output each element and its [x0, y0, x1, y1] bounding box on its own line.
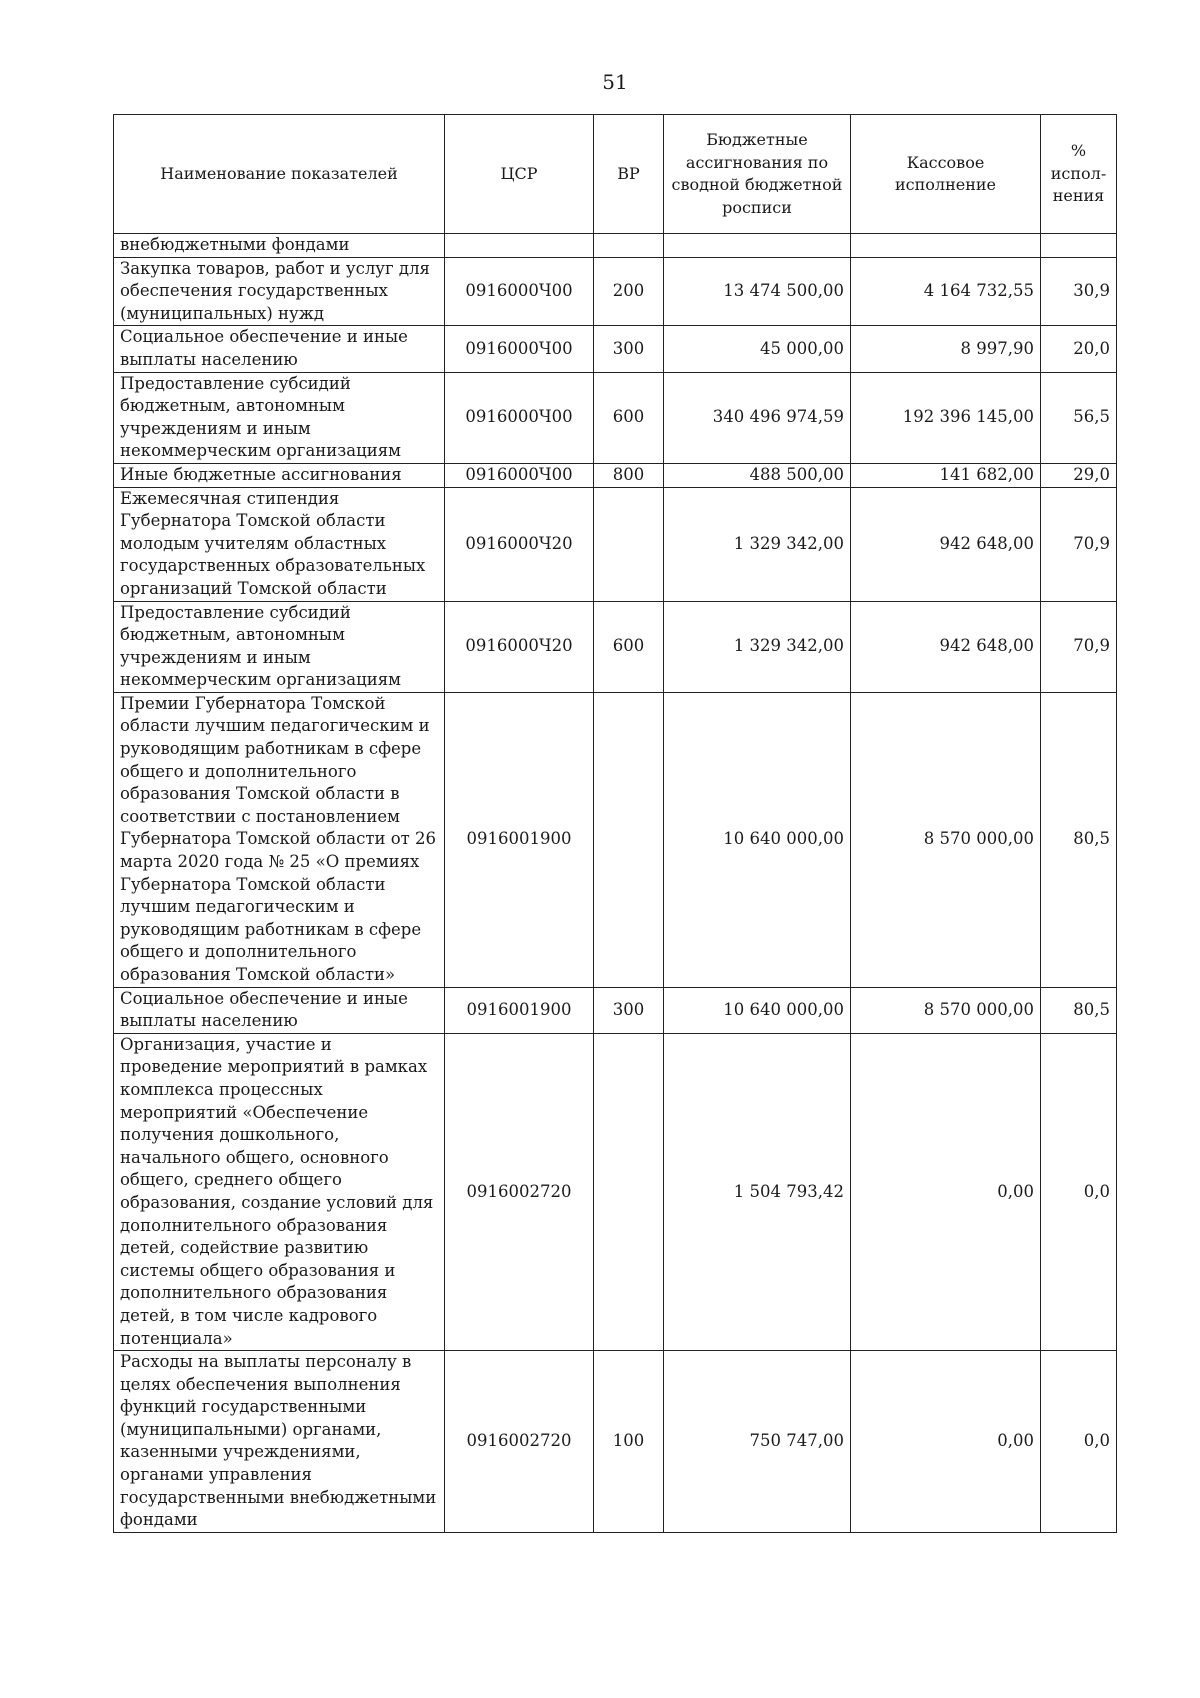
row-exec: 0,00 — [851, 1351, 1041, 1533]
row-name: Организация, участие и проведение мероприятий в рамках комплекса процессных мероприятий «Обеспечение получения дошкольного, начального общего, основного общего, среднего общего образования, создание условий для дополнительного образования детей, содействие развитию системы общего образования и дополнительного образования детей, в том числе кадрового потенциала» — [114, 1033, 445, 1350]
row-vr: 600 — [594, 601, 664, 692]
header-exec: Кассовое исполнение — [851, 115, 1041, 234]
row-pct: 80,5 — [1041, 987, 1117, 1033]
table-row — [114, 257, 1117, 326]
page-number: 51 — [602, 70, 628, 94]
row-vr: 200 — [594, 257, 664, 326]
row-csr: 0916001900 — [445, 987, 594, 1033]
table-row — [114, 1351, 1117, 1533]
row-plan: 10 640 000,00 — [664, 987, 851, 1033]
row-plan: 1 329 342,00 — [664, 487, 851, 601]
row-csr: 0916000Ч00 — [445, 257, 594, 326]
row-csr: 0916000Ч20 — [445, 487, 594, 601]
row-pct: 0,0 — [1041, 1351, 1117, 1533]
row-vr — [594, 692, 664, 987]
row-csr: 0916001900 — [445, 692, 594, 987]
header-vr: ВР — [594, 115, 664, 234]
row-exec: 8 997,90 — [851, 326, 1041, 372]
table-header-row — [114, 115, 1117, 234]
budget-execution-table — [113, 114, 1117, 1533]
header-plan: Бюджетные ассигнования по сводной бюджетной росписи — [664, 115, 851, 234]
row-plan: 10 640 000,00 — [664, 692, 851, 987]
row-name: Социальное обеспечение и иные выплаты населению — [114, 987, 445, 1033]
row-name: Предоставление субсидий бюджетным, автономным учреждениям и иным некоммерческим организациям — [114, 372, 445, 463]
row-csr — [445, 234, 594, 258]
row-name: Предоставление субсидий бюджетным, автономным учреждениям и иным некоммерческим организациям — [114, 601, 445, 692]
row-exec: 942 648,00 — [851, 601, 1041, 692]
row-exec: 8 570 000,00 — [851, 692, 1041, 987]
row-pct: 80,5 — [1041, 692, 1117, 987]
row-plan: 340 496 974,59 — [664, 372, 851, 463]
row-csr: 0916002720 — [445, 1033, 594, 1350]
row-vr: 300 — [594, 326, 664, 372]
row-exec: 8 570 000,00 — [851, 987, 1041, 1033]
row-pct: 56,5 — [1041, 372, 1117, 463]
row-plan: 1 329 342,00 — [664, 601, 851, 692]
row-pct: 0,0 — [1041, 1033, 1117, 1350]
row-plan: 750 747,00 — [664, 1351, 851, 1533]
row-vr: 800 — [594, 463, 664, 487]
table-row — [114, 234, 1117, 258]
row-exec: 942 648,00 — [851, 487, 1041, 601]
row-pct: 70,9 — [1041, 487, 1117, 601]
row-csr: 0916000Ч20 — [445, 601, 594, 692]
row-vr — [594, 234, 664, 258]
row-name: Ежемесячная стипендия Губернатора Томской области молодым учителям областных государственных образовательных организаций Томской области — [114, 487, 445, 601]
table-row — [114, 487, 1117, 601]
row-name: Социальное обеспечение и иные выплаты населению — [114, 326, 445, 372]
table-row — [114, 463, 1117, 487]
row-csr: 0916000Ч00 — [445, 326, 594, 372]
row-name: внебюджетными фондами — [114, 234, 445, 258]
row-exec: 192 396 145,00 — [851, 372, 1041, 463]
row-name: Закупка товаров, работ и услуг для обеспечения государственных (муниципальных) нужд — [114, 257, 445, 326]
row-name: Иные бюджетные ассигнования — [114, 463, 445, 487]
row-plan: 1 504 793,42 — [664, 1033, 851, 1350]
header-pct: % испол-нения — [1041, 115, 1117, 234]
table-row — [114, 601, 1117, 692]
row-vr: 600 — [594, 372, 664, 463]
row-name: Расходы на выплаты персоналу в целях обеспечения выполнения функций государственными (муниципальными) органами, казенными учреждениями, органами управления государственными внебюджетными фондами — [114, 1351, 445, 1533]
row-vr: 100 — [594, 1351, 664, 1533]
row-pct: 30,9 — [1041, 257, 1117, 326]
row-plan: 45 000,00 — [664, 326, 851, 372]
row-plan: 13 474 500,00 — [664, 257, 851, 326]
table-row — [114, 372, 1117, 463]
table-row — [114, 1033, 1117, 1350]
row-pct — [1041, 234, 1117, 258]
header-csr: ЦСР — [445, 115, 594, 234]
row-exec: 4 164 732,55 — [851, 257, 1041, 326]
row-pct: 29,0 — [1041, 463, 1117, 487]
row-name: Премии Губернатора Томской области лучшим педагогическим и руководящим работникам в сфере общего и дополнительного образования Томской области в соответствии с постановлением Губернатора Томской области от 26 марта 2020 года № 25 «О премиях Губернатора Томской области лучшим педагогическим и руководящим работникам в сфере общего и дополнительного образования Томской области» — [114, 692, 445, 987]
row-plan — [664, 234, 851, 258]
row-pct: 20,0 — [1041, 326, 1117, 372]
row-csr: 0916000Ч00 — [445, 372, 594, 463]
header-name: Наименование показателей — [114, 115, 445, 234]
row-vr: 300 — [594, 987, 664, 1033]
row-vr — [594, 487, 664, 601]
table-row — [114, 987, 1117, 1033]
row-exec — [851, 234, 1041, 258]
row-csr: 0916002720 — [445, 1351, 594, 1533]
row-plan: 488 500,00 — [664, 463, 851, 487]
table-row — [114, 692, 1117, 987]
row-vr — [594, 1033, 664, 1350]
row-csr: 0916000Ч00 — [445, 463, 594, 487]
row-exec: 0,00 — [851, 1033, 1041, 1350]
row-exec: 141 682,00 — [851, 463, 1041, 487]
row-pct: 70,9 — [1041, 601, 1117, 692]
table-row — [114, 326, 1117, 372]
